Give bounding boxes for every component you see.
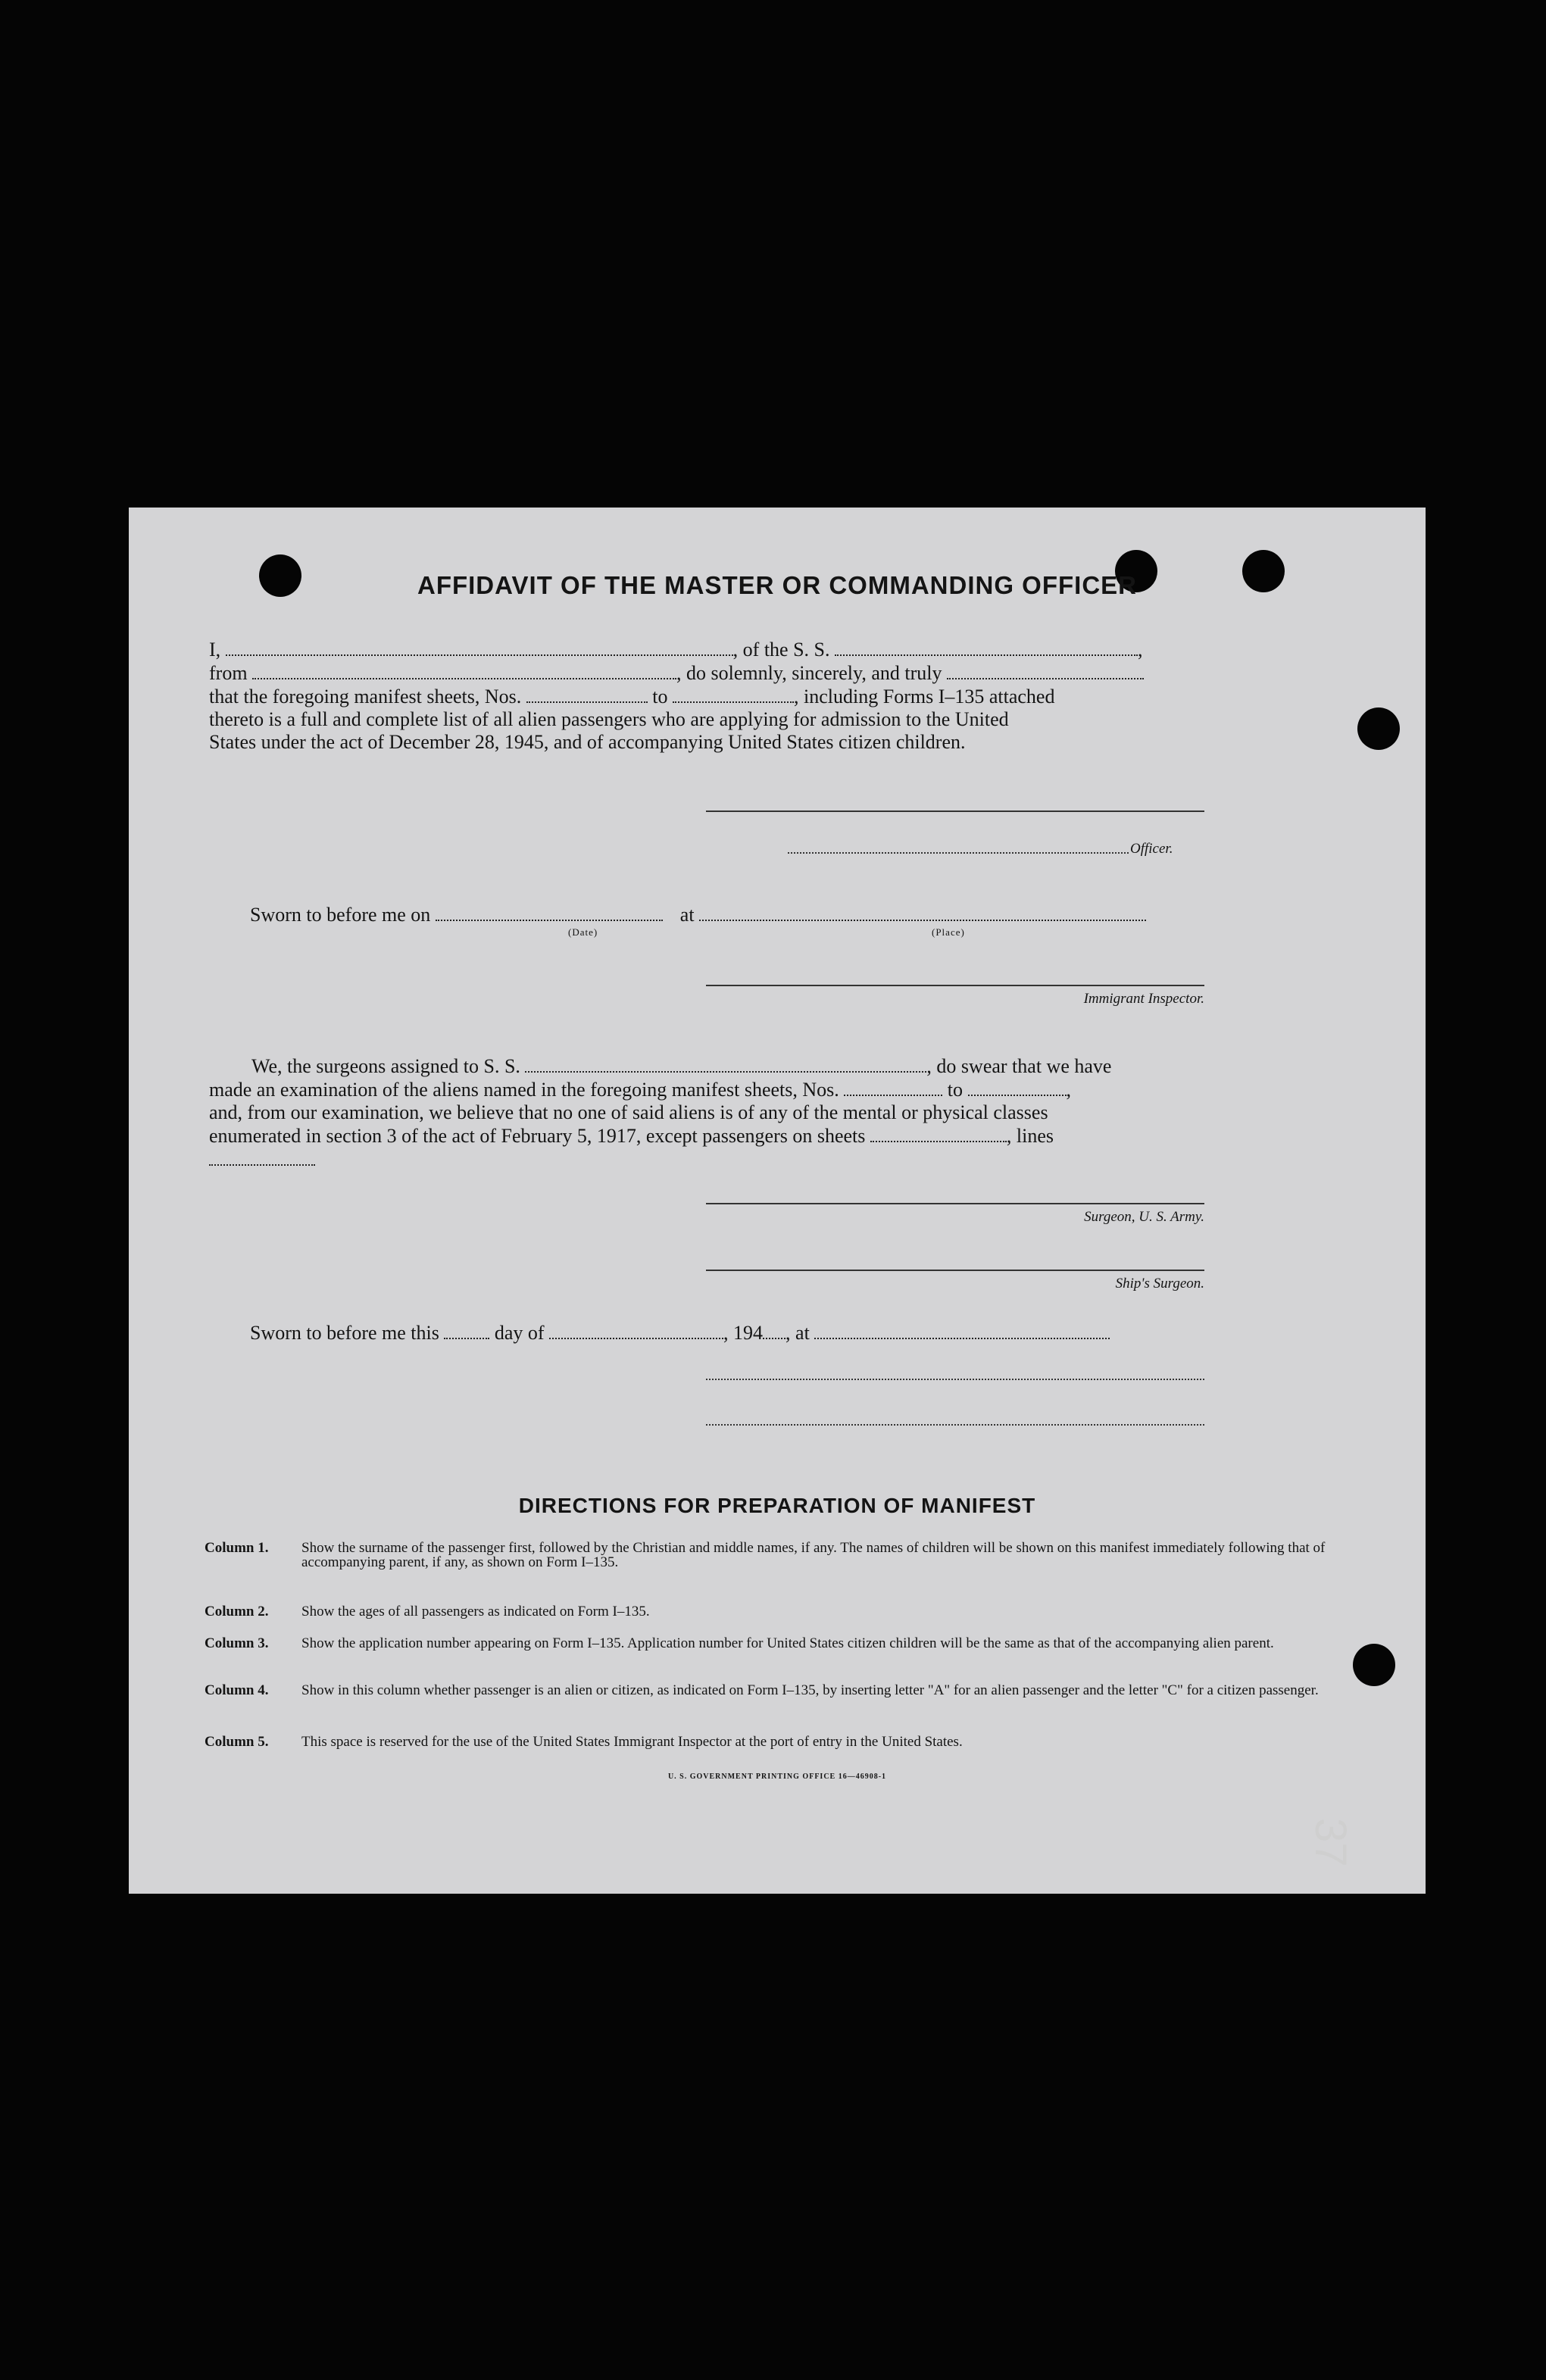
truly-blank[interactable] xyxy=(947,661,1144,679)
comma: , xyxy=(1066,1079,1071,1101)
exam-sheets-to-blank[interactable] xyxy=(968,1078,1067,1096)
affidavit-line-3 xyxy=(209,685,1338,708)
column-label: Column 1. xyxy=(205,1540,269,1556)
sworn-this-label: Sworn to before me this xyxy=(250,1322,439,1344)
sworn2-signature-line[interactable] xyxy=(706,1379,1204,1380)
direction-column-2 xyxy=(205,1604,1341,1619)
direction-column-3 xyxy=(205,1636,1341,1666)
to-label: to xyxy=(652,686,668,707)
affidavit-line-1 xyxy=(209,638,1338,661)
printer-imprint: U. S. GOVERNMENT PRINTING OFFICE 16—46908-1 xyxy=(667,1773,887,1781)
at-label: at xyxy=(679,904,695,926)
day-of-label: day of xyxy=(494,1322,545,1344)
from-label: from xyxy=(209,662,248,684)
from-port-blank[interactable] xyxy=(252,661,676,679)
sworn-date-blank[interactable] xyxy=(436,903,663,921)
place-label: (Place) xyxy=(932,926,965,938)
inspector-signature-line[interactable] xyxy=(706,985,1204,986)
column-text: Show in this column whether passenger is an alien or citizen, as indicated on Form I–135, by inserting letter "A" for an alien passenger and the letter "C" for a citizen passenger. xyxy=(301,1682,1319,1698)
sworn2-place-blank[interactable] xyxy=(814,1321,1110,1339)
affidavit-line-4: thereto is a full and complete list of all alien passengers who are applying for admission to the United xyxy=(209,708,1009,730)
including-label: , including Forms I–135 attached xyxy=(794,686,1055,707)
officer-signature-line[interactable] xyxy=(788,852,1129,854)
ship-surgeon-label: Ship's Surgeon. xyxy=(1115,1276,1204,1292)
sworn2-title-line[interactable] xyxy=(706,1424,1204,1426)
officer-label: Officer. xyxy=(1130,841,1173,857)
sheets-to-blank[interactable] xyxy=(673,685,794,703)
exam-to-label: to xyxy=(947,1079,963,1101)
swear-label: , do swear that we have xyxy=(926,1055,1112,1077)
surgeons-paragraph xyxy=(209,1054,1338,1171)
examination-label: made an examination of the aliens named in the foregoing manifest sheets, Nos. xyxy=(209,1079,839,1101)
master-name-blank[interactable] xyxy=(226,638,733,656)
date-label: (Date) xyxy=(568,926,598,938)
inspector-label: Immigrant Inspector. xyxy=(1083,991,1204,1007)
sworn-label: Sworn to before me on xyxy=(250,904,431,926)
direction-column-1 xyxy=(205,1541,1341,1586)
column-label: Column 4. xyxy=(205,1682,269,1698)
ship-name-blank[interactable] xyxy=(835,638,1138,656)
column-text: Show the application number appearing on Form I–135. Application number for United States citizen children will be the same as that of the accompanying alien parent. xyxy=(301,1635,1274,1651)
column-label: Column 3. xyxy=(205,1635,269,1651)
column-text: Show the ages of all passengers as indicated on Form I–135. xyxy=(301,1604,650,1619)
punch-hole xyxy=(1357,707,1400,750)
column-label: Column 5. xyxy=(205,1734,269,1750)
affidavit-paragraph xyxy=(209,638,1338,754)
comma: , xyxy=(1138,639,1143,661)
except-sheets-blank[interactable] xyxy=(870,1124,1007,1142)
affidavit-i: I, xyxy=(209,639,221,661)
surgeons-line-4 xyxy=(209,1124,1338,1148)
direction-column-4 xyxy=(205,1683,1341,1713)
affidavit-title: AFFIDAVIT OF THE MASTER OR COMMANDING OFFICER xyxy=(417,571,1137,599)
signature-line[interactable] xyxy=(706,811,1204,812)
solemnly-label: , do solemnly, sincerely, and truly xyxy=(676,662,942,684)
surgeons-line-2 xyxy=(209,1078,1338,1101)
surgeons-ship-blank[interactable] xyxy=(525,1054,926,1073)
army-surgeon-label: Surgeon, U. S. Army. xyxy=(1084,1209,1204,1225)
affidavit-line-5: States under the act of December 28, 1945, and of accompanying United States citizen children. xyxy=(209,731,966,753)
page-number-stamp: 37 xyxy=(1306,1818,1355,1867)
column-text: Show the surname of the passenger first, followed by the Christian and middle names, if any. The names of children will be shown on this manifest immediately following that of accompanying parent, if any, as shown on Form I–135. xyxy=(301,1540,1326,1570)
column-text: This space is reserved for the use of the United States Immigrant Inspector at the port of entry in the United States. xyxy=(301,1734,963,1750)
lines-blank[interactable] xyxy=(209,1148,315,1166)
sworn2-at-label: , at xyxy=(785,1322,810,1344)
form-page xyxy=(129,508,1426,1894)
column-label: Column 2. xyxy=(205,1604,269,1619)
sheets-from-blank[interactable] xyxy=(526,685,648,703)
punch-hole xyxy=(1353,1644,1395,1686)
direction-column-5 xyxy=(205,1735,1341,1765)
affidavit-line-2 xyxy=(209,661,1338,685)
surgeons-line-3: and, from our examination, we believe that no one of said aliens is of any of the mental or physical classes xyxy=(209,1101,1048,1123)
year-label: , 194 xyxy=(723,1322,764,1344)
sworn-row-2 xyxy=(250,1321,1110,1345)
sworn-place-blank[interactable] xyxy=(699,903,1146,921)
except-label: enumerated in section 3 of the act of February 5, 1917, except passengers on sheets xyxy=(209,1125,866,1147)
month-blank[interactable] xyxy=(549,1321,723,1339)
of-ss-label: , of the S. S. xyxy=(732,639,830,661)
year-blank[interactable] xyxy=(763,1321,785,1339)
surgeons-line-5 xyxy=(209,1148,1338,1171)
day-blank[interactable] xyxy=(444,1321,489,1339)
sworn-row-1 xyxy=(250,903,1146,926)
surgeons-assigned-label: We, the surgeons assigned to S. S. xyxy=(251,1055,520,1077)
exam-sheets-from-blank[interactable] xyxy=(844,1078,942,1096)
directions-title: DIRECTIONS FOR PREPARATION OF MANIFEST xyxy=(518,1494,1036,1517)
sheets-label: that the foregoing manifest sheets, Nos. xyxy=(209,686,522,707)
army-surgeon-signature-line[interactable] xyxy=(706,1203,1204,1204)
ship-surgeon-signature-line[interactable] xyxy=(706,1270,1204,1271)
lines-label: , lines xyxy=(1006,1125,1054,1147)
surgeons-line-1 xyxy=(209,1054,1338,1078)
